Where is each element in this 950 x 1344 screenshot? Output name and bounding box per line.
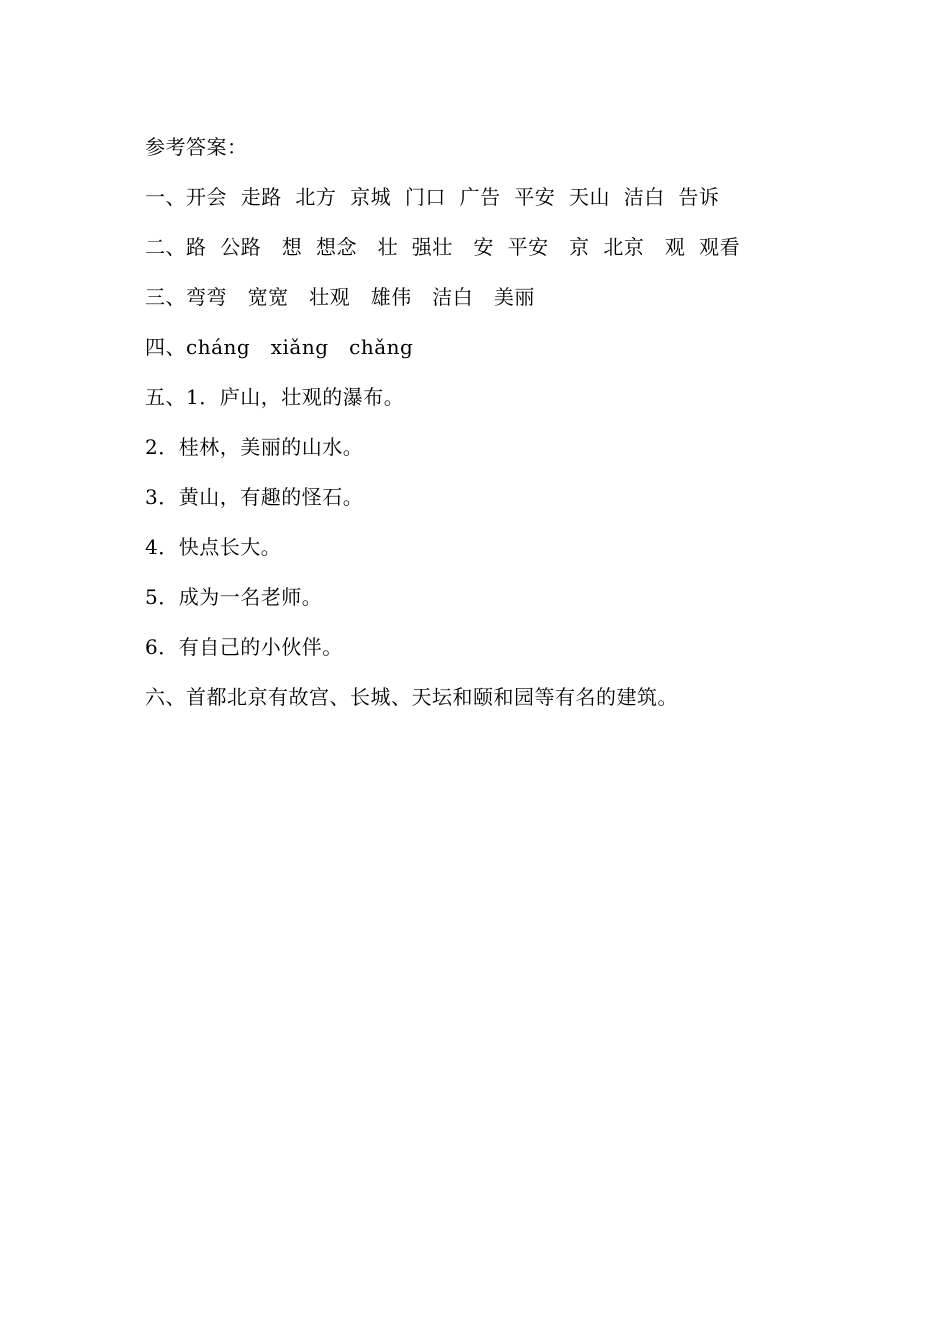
answer-key-content bbox=[145, 122, 845, 722]
answer-key-heading: 参考答案： bbox=[145, 135, 248, 159]
answer-section-5-item-2: 2．桂林，美丽的山水。 bbox=[145, 435, 364, 459]
answer-section-5-item-4: 4．快点长大。 bbox=[145, 535, 282, 559]
answer-section-5-item-5: 5．成为一名老师。 bbox=[145, 585, 323, 609]
answer-section-5-item-1: 五、1．庐山，壮观的瀑布。 bbox=[145, 385, 405, 409]
answer-section-6: 六、首都北京有故宫、长城、天坛和颐和园等有名的建筑。 bbox=[145, 685, 678, 709]
answer-section-3: 三、弯弯 宽宽 壮观 雄伟 洁白 美丽 bbox=[145, 285, 535, 309]
answer-section-4: 四、cháng xiǎng chǎng bbox=[145, 335, 414, 359]
answer-section-5-item-3: 3．黄山，有趣的怪石。 bbox=[145, 485, 364, 509]
answer-section-1: 一、开会 走路 北方 京城 门口 广告 平安 天山 洁白 告诉 bbox=[145, 185, 720, 209]
answer-section-5-item-6: 6．有自己的小伙伴。 bbox=[145, 635, 343, 659]
answer-section-2: 二、路 公路 想 想念 壮 强壮 安 平安 京 北京 观 观看 bbox=[145, 235, 741, 259]
